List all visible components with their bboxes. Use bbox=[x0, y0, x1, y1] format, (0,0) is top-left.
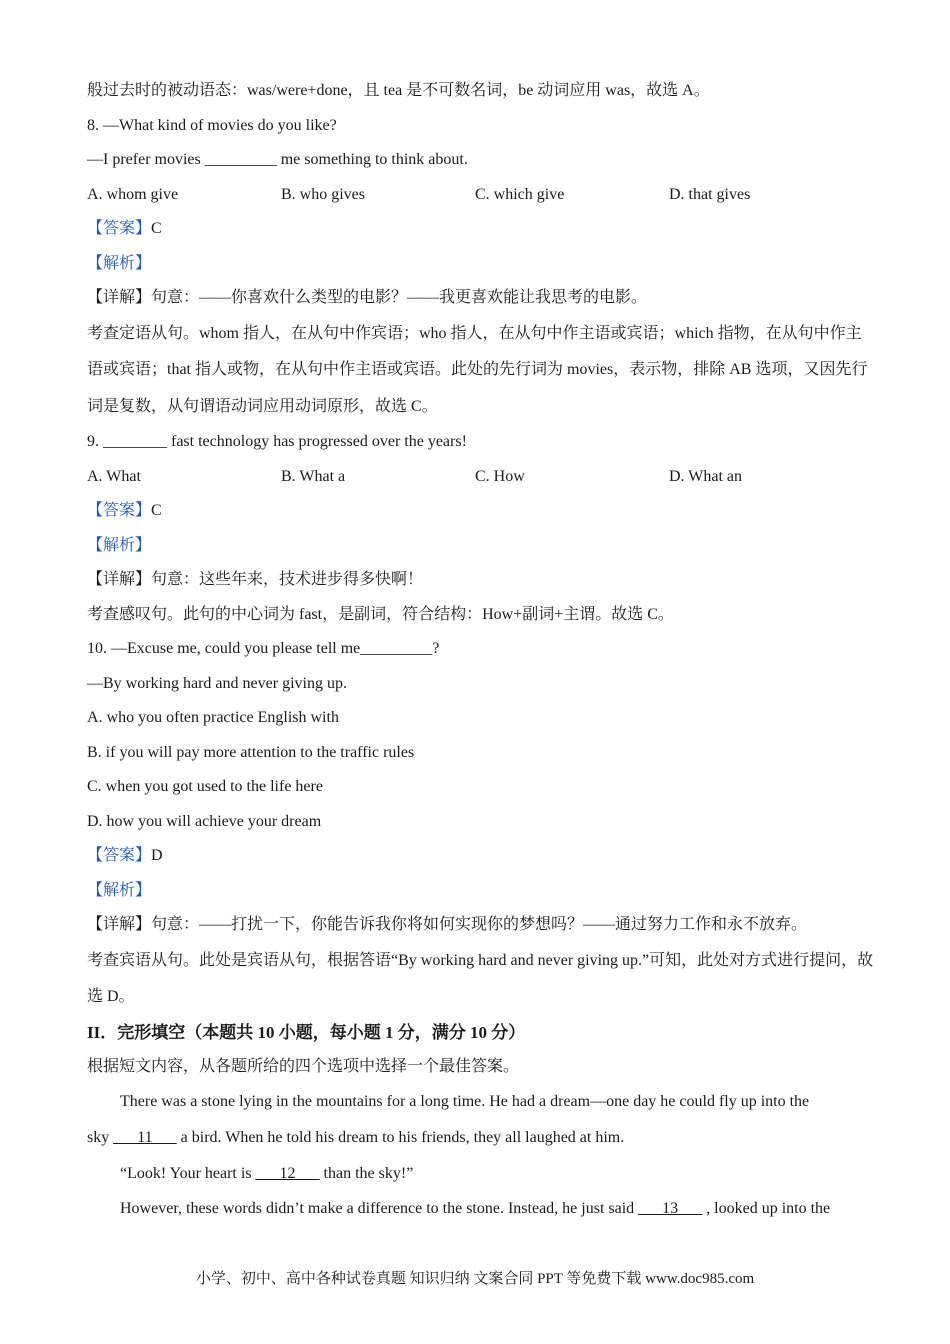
detail-paragraph: 考查宾语从句。此处是宾语从句，根据答语“By working hard and never giving up.”可知，此处对方式进行提问，故选 D。 bbox=[87, 951, 874, 1005]
explanation-line: 般过去时的被动语态：was/were+done，且 tea 是不可数名词，be 动词应用 was，故选 A。 bbox=[87, 82, 710, 99]
answer-line bbox=[87, 212, 877, 247]
question-8-line2: —I prefer movies _________ me something to think about. bbox=[87, 151, 468, 168]
text-segment: sky bbox=[87, 1129, 114, 1146]
blank-13: ___13___ bbox=[638, 1199, 703, 1217]
detail-line: 【详解】句意：——打扰一下，你能告诉我你将如何实现你的梦想吗？——通过努力工作和永不放弃。 bbox=[87, 916, 808, 933]
question-9-stem: 9. ________ fast technology has progressed over the years! bbox=[87, 433, 467, 450]
question-8-options bbox=[87, 178, 877, 213]
detail-line: 考查感叹句。此句的中心词为 fast，是副词，符合结构：How+副词+主谓。故选 C。 bbox=[87, 605, 674, 623]
detail-line: 【详解】句意：这些年来，技术进步得多快啊！ bbox=[87, 571, 424, 588]
detail-line: 【详解】句意：——你喜欢什么类型的电影？——我更喜欢能让我思考的电影。 bbox=[87, 289, 648, 306]
option-a: A. who you often practice English with bbox=[87, 709, 339, 726]
option-d: D. how you will achieve your dream bbox=[87, 812, 322, 830]
answer-line bbox=[87, 494, 877, 529]
question-10-line2: —By working hard and never giving up. bbox=[87, 674, 347, 692]
option-d: D. What an bbox=[669, 467, 743, 485]
document-body bbox=[87, 74, 877, 1226]
option-b: B. who gives bbox=[281, 185, 365, 203]
text-segment: “Look! Your heart is bbox=[120, 1165, 256, 1182]
analysis-tag: 【解析】 bbox=[87, 254, 152, 272]
option-c: C. when you got used to the life here bbox=[87, 778, 323, 795]
passage-line bbox=[87, 1192, 877, 1227]
blank-12: ___12___ bbox=[255, 1165, 320, 1182]
question-8-stem: 8. —What kind of movies do you like? bbox=[87, 116, 337, 134]
option-a: A. What bbox=[87, 467, 141, 485]
analysis-tag: 【解析】 bbox=[87, 536, 152, 554]
text-segment: than the sky!” bbox=[319, 1165, 414, 1182]
passage-line bbox=[87, 1119, 877, 1157]
passage-line: There was a stone lying in the mountains for a long time. He had a dream—one day he could fly up into the bbox=[120, 1092, 810, 1110]
option-c: C. which give bbox=[475, 185, 565, 203]
answer-line bbox=[87, 839, 877, 874]
answer-value: C bbox=[151, 220, 162, 237]
option-a: A. whom give bbox=[87, 185, 179, 203]
text-segment: a bird. When he told his dream to his friends, they all laughed at him. bbox=[176, 1129, 625, 1146]
option-b: B. What a bbox=[281, 467, 346, 485]
question-10-stem: 10. —Excuse me, could you please tell me_________? bbox=[87, 640, 440, 657]
blank-11: ___11___ bbox=[113, 1129, 177, 1146]
section-heading: II．完形填空（本题共 10 小题，每小题 1 分，满分 10 分） bbox=[87, 1022, 526, 1042]
text-segment: , looked up into the bbox=[702, 1199, 831, 1217]
detail-paragraph: 考查定语从句。whom 指人，在从句中作宾语；who 指人，在从句中作主语或宾语；which 指物，在从句中作主语或宾语；that 指人或物，在从句中作主语或宾语。此处的先行词为 movies，表示物，排除 AB 选项，又因先行词是复数，从句谓语动词应用动词原形，故选 C。 bbox=[87, 324, 868, 415]
answer-tag: 【答案】 bbox=[87, 847, 152, 864]
option-d: D. that gives bbox=[669, 185, 751, 203]
option-b: B. if you will pay more attention to the traffic rules bbox=[87, 743, 415, 761]
answer-value: D bbox=[151, 847, 163, 864]
answer-tag: 【答案】 bbox=[87, 220, 152, 237]
answer-value: C bbox=[151, 502, 162, 519]
answer-tag: 【答案】 bbox=[87, 502, 152, 519]
page-footer: 小学、初中、高中各种试卷真题 知识归纳 文案合同 PPT 等免费下载 www.doc985.com bbox=[195, 1271, 755, 1287]
passage-line bbox=[87, 1157, 877, 1192]
section-instruction: 根据短文内容，从各题所给的四个选项中选择一个最佳答案。 bbox=[87, 1058, 520, 1075]
text-segment: However, these words didn’t make a difference to the stone. Instead, he just said bbox=[120, 1199, 639, 1217]
option-c: C. How bbox=[475, 467, 525, 485]
analysis-tag: 【解析】 bbox=[87, 881, 152, 899]
question-9-options bbox=[87, 460, 877, 495]
